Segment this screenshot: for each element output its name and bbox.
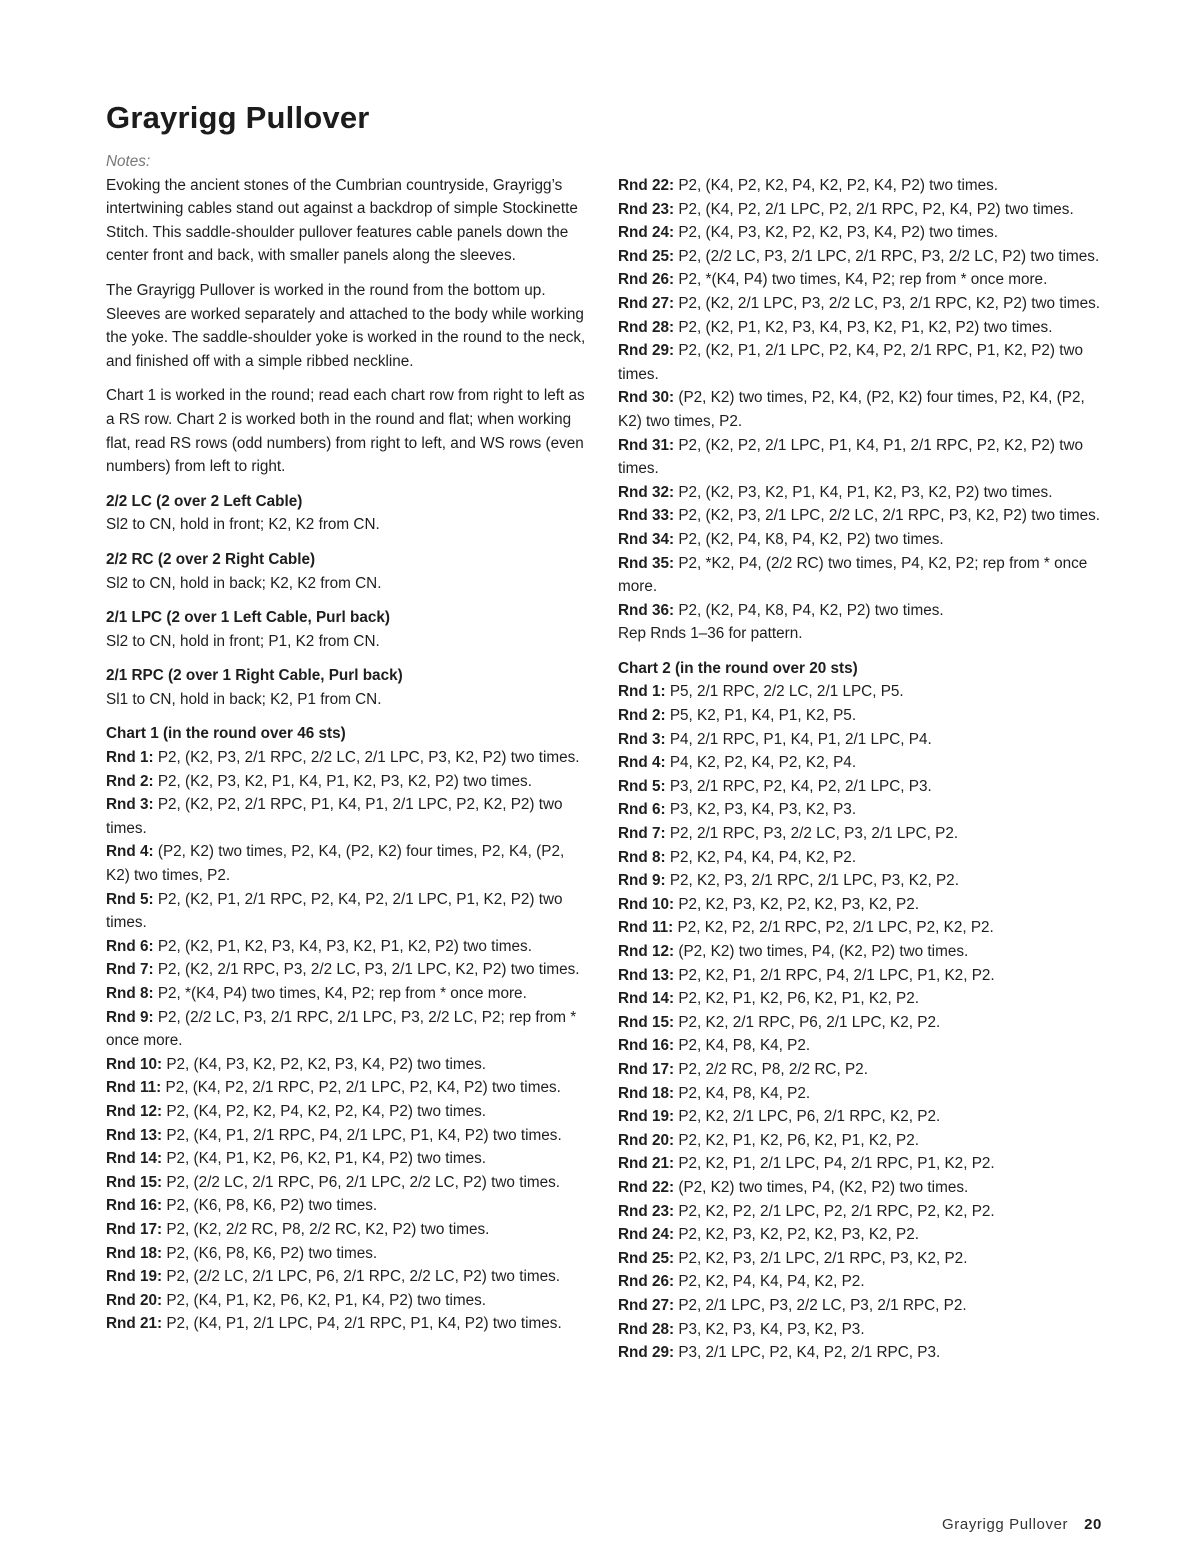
round-text: P4, 2/1 RPC, P1, K4, P1, 2/1 LPC, P4. bbox=[669, 730, 932, 748]
round-label: Rnd 9: bbox=[618, 872, 666, 890]
round-instruction bbox=[106, 770, 590, 794]
round-text: P2, (K2, P3, K2, P1, K4, P1, K2, P3, K2, P2) two times. bbox=[157, 772, 532, 790]
round-instruction bbox=[618, 1129, 1102, 1153]
round-label: Rnd 1: bbox=[106, 749, 154, 767]
round-text: P2, K2, P4, K4, P4, K2, P2. bbox=[669, 848, 857, 866]
round-text: P2, (K2, P3, K2, P1, K4, P1, K2, P3, K2, P2) two times. bbox=[678, 483, 1053, 501]
round-label: Rnd 23: bbox=[618, 1202, 675, 1220]
stitch-description: Sl2 to CN, hold in front; P1, K2 from CN. bbox=[106, 632, 380, 650]
round-label: Rnd 21: bbox=[618, 1155, 675, 1173]
construction-paragraph: The Grayrigg Pullover is worked in the round from the bottom up. Sleeves are worked separately and attached to the body while working the yoke. The saddle-shoulder yoke is worked in the round to the neck, and finished off with a simple ribbed neckline. bbox=[106, 281, 586, 370]
round-label: Rnd 4: bbox=[618, 754, 666, 772]
chart1-heading: Chart 1 (in the round over 46 sts) bbox=[106, 725, 346, 743]
round-instruction bbox=[618, 221, 1102, 245]
round-text: P2, (K2, P1, K2, P3, K4, P3, K2, P1, K2, P2) two times. bbox=[157, 937, 532, 955]
round-instruction bbox=[618, 1176, 1102, 1200]
round-text: P2, K2, P3, 2/1 LPC, 2/1 RPC, P3, K2, P2. bbox=[678, 1249, 968, 1267]
stitch-description: Sl1 to CN, hold in back; K2, P1 from CN. bbox=[106, 690, 382, 708]
round-text: P2, (K4, P3, K2, P2, K2, P3, K4, P2) two times. bbox=[166, 1055, 487, 1073]
round-instruction bbox=[618, 481, 1102, 505]
round-label: Rnd 6: bbox=[618, 801, 666, 819]
round-label: Rnd 27: bbox=[618, 294, 675, 312]
footer-title: Grayrigg Pullover bbox=[942, 1516, 1069, 1533]
round-text: P2, *K2, P4, (2/2 RC) two times, P4, K2, P2; rep from * once more. bbox=[618, 554, 1088, 596]
round-label: Rnd 30: bbox=[618, 389, 675, 407]
round-text: P2, (K2, P4, K8, P4, K2, P2) two times. bbox=[678, 530, 944, 548]
round-instruction bbox=[106, 935, 590, 959]
round-text: P2, *(K4, P4) two times, K4, P2; rep from * once more. bbox=[157, 985, 527, 1002]
round-instruction bbox=[106, 746, 590, 770]
round-instruction bbox=[618, 1223, 1102, 1247]
round-text: P2, (2/2 LC, 2/1 LPC, P6, 2/1 RPC, 2/2 LC, P2) two times. bbox=[166, 1268, 560, 1286]
round-label: Rnd 21: bbox=[106, 1315, 163, 1333]
round-text: P2, (K2, P2, 2/1 LPC, P1, K4, P1, 2/1 RPC, P2, K2, P2) two times. bbox=[618, 436, 1084, 478]
round-label: Rnd 32: bbox=[618, 483, 675, 501]
page-footer bbox=[942, 1516, 1102, 1533]
round-label: Rnd 9: bbox=[106, 1008, 154, 1026]
page-number: 20 bbox=[1084, 1516, 1102, 1533]
round-text: P2, K4, P8, K4, P2. bbox=[678, 1084, 811, 1102]
round-label: Rnd 18: bbox=[106, 1244, 163, 1262]
round-text: P2, (K2, P1, 2/1 RPC, P2, K4, P2, 2/1 LPC, P1, K2, P2) two times. bbox=[106, 890, 563, 932]
round-label: Rnd 15: bbox=[618, 1013, 675, 1031]
round-label: Rnd 20: bbox=[618, 1131, 675, 1149]
round-instruction bbox=[106, 793, 590, 840]
round-instruction bbox=[106, 982, 590, 1006]
round-text: P2, (K2, P4, K8, P4, K2, P2) two times. bbox=[678, 601, 944, 619]
round-instruction bbox=[618, 1200, 1102, 1224]
round-label: Rnd 18: bbox=[618, 1084, 675, 1102]
round-text: P2, K4, P8, K4, P2. bbox=[678, 1037, 811, 1055]
round-text: P2, (K4, P1, K2, P6, K2, P1, K4, P2) two times. bbox=[166, 1291, 487, 1309]
round-instruction bbox=[618, 704, 1102, 728]
right-column bbox=[618, 174, 1102, 1365]
round-label: Rnd 3: bbox=[618, 730, 666, 748]
round-instruction bbox=[106, 1147, 590, 1171]
round-label: Rnd 33: bbox=[618, 507, 675, 525]
round-text: P2, (K6, P8, K6, P2) two times. bbox=[166, 1244, 378, 1262]
round-label: Rnd 26: bbox=[618, 271, 675, 289]
round-label: Rnd 24: bbox=[618, 224, 675, 242]
round-label: Rnd 2: bbox=[618, 707, 666, 725]
round-text: P2, K2, P2, 2/1 RPC, P2, 2/1 LPC, P2, K2, P2. bbox=[677, 919, 994, 937]
round-label: Rnd 22: bbox=[618, 1178, 675, 1196]
round-text: P2, (K4, P1, 2/1 RPC, P4, 2/1 LPC, P1, K4, P2) two times. bbox=[166, 1126, 562, 1144]
round-text: P2, K2, 2/1 LPC, P6, 2/1 RPC, K2, P2. bbox=[678, 1108, 941, 1126]
round-text: P2, (K4, P3, K2, P2, K2, P3, K4, P2) two times. bbox=[678, 224, 999, 242]
stitch-definition bbox=[106, 548, 590, 595]
chart2-rounds bbox=[618, 680, 1102, 1364]
round-label: Rnd 25: bbox=[618, 1249, 675, 1267]
round-label: Rnd 29: bbox=[618, 342, 675, 360]
round-label: Rnd 10: bbox=[106, 1055, 163, 1073]
intro-paragraph: Evoking the ancient stones of the Cumbrian countryside, Grayrigg’s intertwining cables stand out against a backdrop of simple Stockinette Stitch. This saddle-shoulder pullover features cable panels down the center front and back, with smaller panels along the sleeves. bbox=[106, 176, 578, 265]
round-instruction bbox=[618, 798, 1102, 822]
round-label: Rnd 11: bbox=[106, 1079, 162, 1097]
round-label: Rnd 5: bbox=[106, 890, 154, 908]
round-text: (P2, K2) two times, P2, K4, (P2, K2) four times, P2, K4, (P2, K2) two times, P2. bbox=[618, 389, 1085, 430]
round-instruction bbox=[618, 292, 1102, 316]
stitch-name: 2/1 LPC (2 over 1 Left Cable, Purl back) bbox=[106, 609, 390, 627]
round-text: (P2, K2) two times, P4, (K2, P2) two times. bbox=[678, 943, 969, 960]
round-text: P2, (K4, P1, K2, P6, K2, P1, K4, P2) two times. bbox=[166, 1150, 487, 1168]
round-label: Rnd 1: bbox=[618, 683, 666, 701]
round-text: P2, *(K4, P4) two times, K4, P2; rep from * once more. bbox=[678, 271, 1048, 289]
left-column bbox=[106, 150, 590, 1336]
chart1-rounds-right bbox=[618, 174, 1102, 622]
stitch-definition bbox=[106, 606, 590, 653]
round-instruction bbox=[618, 775, 1102, 799]
round-label: Rnd 10: bbox=[618, 895, 675, 913]
round-label: Rnd 12: bbox=[618, 943, 675, 960]
round-text: P2, (K4, P2, 2/1 RPC, P2, 2/1 LPC, P2, K4, P2) two times. bbox=[165, 1079, 561, 1097]
round-instruction bbox=[106, 1218, 590, 1242]
round-instruction bbox=[618, 434, 1102, 481]
round-text: P2, (K2, 2/2 RC, P8, 2/2 RC, K2, P2) two times. bbox=[166, 1220, 490, 1238]
round-label: Rnd 7: bbox=[618, 825, 666, 843]
round-text: P2, (K2, P1, 2/1 LPC, P2, K4, P2, 2/1 RPC, P1, K2, P2) two times. bbox=[618, 342, 1084, 383]
round-text: P2, K2, P2, 2/1 LPC, P2, 2/1 RPC, P2, K2, P2. bbox=[678, 1202, 995, 1220]
round-text: P2, K2, P3, 2/1 RPC, 2/1 LPC, P3, K2, P2. bbox=[669, 872, 959, 890]
round-instruction bbox=[618, 869, 1102, 893]
round-label: Rnd 16: bbox=[618, 1037, 675, 1055]
round-label: Rnd 27: bbox=[618, 1296, 675, 1314]
round-label: Rnd 17: bbox=[106, 1220, 163, 1238]
stitch-name: 2/1 RPC (2 over 1 Right Cable, Purl back) bbox=[106, 667, 403, 685]
round-instruction bbox=[106, 1242, 590, 1266]
round-label: Rnd 5: bbox=[618, 777, 666, 795]
round-instruction bbox=[618, 198, 1102, 222]
round-label: Rnd 11: bbox=[618, 919, 674, 937]
round-label: Rnd 31: bbox=[618, 436, 675, 454]
round-instruction bbox=[106, 1171, 590, 1195]
round-label: Rnd 20: bbox=[106, 1291, 163, 1309]
round-label: Rnd 19: bbox=[618, 1108, 675, 1126]
round-instruction bbox=[618, 893, 1102, 917]
round-label: Rnd 7: bbox=[106, 961, 154, 979]
stitch-definition bbox=[106, 490, 590, 537]
round-text: (P2, K2) two times, P2, K4, (P2, K2) four times, P2, K4, (P2, K2) two times, P2. bbox=[106, 843, 565, 885]
round-instruction bbox=[106, 1265, 590, 1289]
round-instruction bbox=[618, 386, 1102, 433]
round-text: P2, K2, P3, K2, P2, K2, P3, K2, P2. bbox=[678, 895, 919, 913]
round-text: P2, (K2, P3, 2/1 LPC, 2/2 LC, 2/1 RPC, P3, K2, P2) two times. bbox=[678, 507, 1101, 525]
repeat-note: Rep Rnds 1–36 for pattern. bbox=[618, 625, 803, 643]
round-instruction bbox=[618, 940, 1102, 964]
round-instruction bbox=[618, 751, 1102, 775]
round-text: P2, K2, P1, 2/1 RPC, P4, 2/1 LPC, P1, K2, P2. bbox=[678, 966, 995, 984]
round-instruction bbox=[618, 174, 1102, 198]
round-instruction bbox=[106, 1006, 590, 1053]
round-text: P2, (K2, 2/1 LPC, P3, 2/2 LC, P3, 2/1 RPC, K2, P2) two times. bbox=[678, 294, 1101, 312]
round-label: Rnd 13: bbox=[106, 1126, 163, 1144]
round-text: P3, K2, P3, K4, P3, K2, P3. bbox=[669, 801, 857, 819]
round-text: P3, K2, P3, K4, P3, K2, P3. bbox=[678, 1320, 865, 1338]
chart-reading-paragraph: Chart 1 is worked in the round; read each chart row from right to left as a RS row. Chart 2 is worked both in the round and flat; when working flat, read RS rows (odd numbers) from right to left, and WS rows (even numbers) from left to right. bbox=[106, 387, 585, 476]
stitch-name: 2/2 LC (2 over 2 Left Cable) bbox=[106, 492, 303, 510]
round-label: Rnd 6: bbox=[106, 937, 154, 955]
round-instruction bbox=[618, 822, 1102, 846]
round-label: Rnd 35: bbox=[618, 554, 675, 572]
round-instruction bbox=[618, 1341, 1102, 1365]
round-instruction bbox=[618, 504, 1102, 528]
round-instruction bbox=[618, 1318, 1102, 1342]
round-text: P2, K2, 2/1 RPC, P6, 2/1 LPC, K2, P2. bbox=[678, 1013, 941, 1031]
round-instruction bbox=[618, 1082, 1102, 1106]
round-label: Rnd 15: bbox=[106, 1173, 163, 1191]
round-instruction bbox=[106, 1053, 590, 1077]
round-label: Rnd 24: bbox=[618, 1226, 675, 1244]
round-text: P2, (2/2 LC, P3, 2/1 LPC, 2/1 RPC, P3, 2/2 LC, P2) two times. bbox=[678, 247, 1100, 265]
round-label: Rnd 14: bbox=[106, 1150, 163, 1168]
round-instruction bbox=[618, 1034, 1102, 1058]
round-text: P2, 2/1 LPC, P3, 2/2 LC, P3, 2/1 RPC, P2. bbox=[678, 1296, 967, 1314]
round-text: P4, K2, P2, K4, P2, K2, P4. bbox=[669, 754, 857, 772]
round-instruction bbox=[618, 1152, 1102, 1176]
round-text: P2, (K2, P1, K2, P3, K4, P3, K2, P1, K2, P2) two times. bbox=[678, 318, 1053, 336]
round-label: Rnd 14: bbox=[618, 990, 675, 1008]
round-label: Rnd 29: bbox=[618, 1344, 675, 1362]
round-instruction bbox=[618, 1058, 1102, 1082]
round-text: P2, K2, P1, K2, P6, K2, P1, K2, P2. bbox=[678, 1131, 919, 1149]
round-label: Rnd 3: bbox=[106, 796, 154, 814]
round-text: P2, (K4, P2, K2, P4, K2, P2, K4, P2) two times. bbox=[678, 177, 999, 194]
round-instruction bbox=[618, 987, 1102, 1011]
round-instruction bbox=[618, 1294, 1102, 1318]
round-instruction bbox=[106, 1076, 590, 1100]
stitch-name: 2/2 RC (2 over 2 Right Cable) bbox=[106, 550, 316, 568]
round-instruction bbox=[106, 1312, 590, 1336]
round-text: P2, K2, P1, K2, P6, K2, P1, K2, P2. bbox=[678, 990, 919, 1008]
round-instruction bbox=[618, 964, 1102, 988]
round-label: Rnd 19: bbox=[106, 1268, 163, 1286]
round-instruction bbox=[618, 1247, 1102, 1271]
round-instruction bbox=[618, 528, 1102, 552]
round-instruction bbox=[618, 846, 1102, 870]
round-instruction bbox=[106, 1289, 590, 1313]
round-text: P2, K2, P1, 2/1 LPC, P4, 2/1 RPC, P1, K2, P2. bbox=[678, 1155, 995, 1173]
round-text: P2, (K4, P1, 2/1 LPC, P4, 2/1 RPC, P1, K4, P2) two times. bbox=[166, 1315, 562, 1333]
round-label: Rnd 22: bbox=[618, 177, 675, 194]
stitch-definition bbox=[106, 664, 590, 711]
round-label: Rnd 17: bbox=[618, 1060, 675, 1078]
stitch-description: Sl2 to CN, hold in front; K2, K2 from CN. bbox=[106, 516, 380, 534]
round-label: Rnd 4: bbox=[106, 843, 154, 861]
round-instruction bbox=[618, 552, 1102, 599]
round-instruction bbox=[618, 1011, 1102, 1035]
round-text: P2, (K6, P8, K6, P2) two times. bbox=[166, 1197, 378, 1215]
round-label: Rnd 28: bbox=[618, 318, 675, 336]
chart1-rounds-left bbox=[106, 746, 590, 1336]
round-label: Rnd 34: bbox=[618, 530, 675, 548]
round-label: Rnd 8: bbox=[618, 848, 666, 866]
round-label: Rnd 26: bbox=[618, 1273, 675, 1291]
round-text: P2, K2, P3, K2, P2, K2, P3, K2, P2. bbox=[678, 1226, 919, 1244]
round-instruction bbox=[618, 316, 1102, 340]
round-instruction bbox=[618, 1105, 1102, 1129]
round-text: P2, 2/2 RC, P8, 2/2 RC, P2. bbox=[678, 1060, 868, 1078]
round-label: Rnd 28: bbox=[618, 1320, 675, 1338]
round-instruction bbox=[618, 728, 1102, 752]
round-label: Rnd 36: bbox=[618, 601, 675, 619]
round-label: Rnd 8: bbox=[106, 985, 154, 1002]
round-label: Rnd 25: bbox=[618, 247, 675, 265]
round-label: Rnd 12: bbox=[106, 1102, 163, 1120]
round-text: P2, (2/2 LC, 2/1 RPC, P6, 2/1 LPC, 2/2 LC, P2) two times. bbox=[166, 1173, 560, 1191]
round-text: P2, 2/1 RPC, P3, 2/2 LC, P3, 2/1 LPC, P2. bbox=[669, 825, 959, 843]
round-label: Rnd 2: bbox=[106, 772, 154, 790]
round-instruction bbox=[106, 1194, 590, 1218]
round-instruction bbox=[618, 1270, 1102, 1294]
round-text: P2, (2/2 LC, P3, 2/1 RPC, 2/1 LPC, P3, 2/2 LC, P2; rep from * once more. bbox=[106, 1008, 577, 1050]
round-instruction bbox=[618, 268, 1102, 292]
round-text: P5, K2, P1, K4, P1, K2, P5. bbox=[669, 707, 857, 725]
stitch-description: Sl2 to CN, hold in back; K2, K2 from CN. bbox=[106, 574, 382, 592]
round-instruction bbox=[618, 339, 1102, 386]
round-label: Rnd 13: bbox=[618, 966, 675, 984]
round-instruction bbox=[618, 245, 1102, 269]
page-title: Grayrigg Pullover bbox=[106, 100, 370, 135]
round-text: P2, K2, P4, K4, P4, K2, P2. bbox=[678, 1273, 865, 1291]
round-text: P3, 2/1 RPC, P2, K4, P2, 2/1 LPC, P3. bbox=[669, 777, 932, 795]
notes-label: Notes: bbox=[106, 153, 151, 170]
round-instruction bbox=[106, 840, 590, 887]
round-instruction bbox=[106, 1100, 590, 1124]
round-label: Rnd 16: bbox=[106, 1197, 163, 1215]
round-instruction bbox=[106, 888, 590, 935]
round-instruction bbox=[618, 680, 1102, 704]
round-text: P5, 2/1 RPC, 2/2 LC, 2/1 LPC, P5. bbox=[669, 683, 904, 701]
round-instruction bbox=[618, 599, 1102, 623]
round-text: P2, (K2, P2, 2/1 RPC, P1, K4, P1, 2/1 LPC, P2, K2, P2) two times. bbox=[106, 796, 563, 837]
round-text: P2, (K4, P2, 2/1 LPC, P2, 2/1 RPC, P2, K4, P2) two times. bbox=[678, 200, 1074, 218]
round-instruction bbox=[106, 958, 590, 982]
round-text: P2, (K2, 2/1 RPC, P3, 2/2 LC, P3, 2/1 LPC, K2, P2) two times. bbox=[157, 961, 580, 979]
chart2-heading: Chart 2 (in the round over 20 sts) bbox=[618, 659, 858, 677]
round-text: P3, 2/1 LPC, P2, K4, P2, 2/1 RPC, P3. bbox=[678, 1344, 941, 1362]
round-instruction bbox=[618, 916, 1102, 940]
round-text: (P2, K2) two times, P4, (K2, P2) two times. bbox=[678, 1178, 969, 1196]
round-instruction bbox=[106, 1124, 590, 1148]
round-text: P2, (K2, P3, 2/1 RPC, 2/2 LC, 2/1 LPC, P3, K2, P2) two times. bbox=[157, 749, 580, 767]
round-text: P2, (K4, P2, K2, P4, K2, P2, K4, P2) two times. bbox=[166, 1102, 487, 1120]
round-label: Rnd 23: bbox=[618, 200, 675, 218]
